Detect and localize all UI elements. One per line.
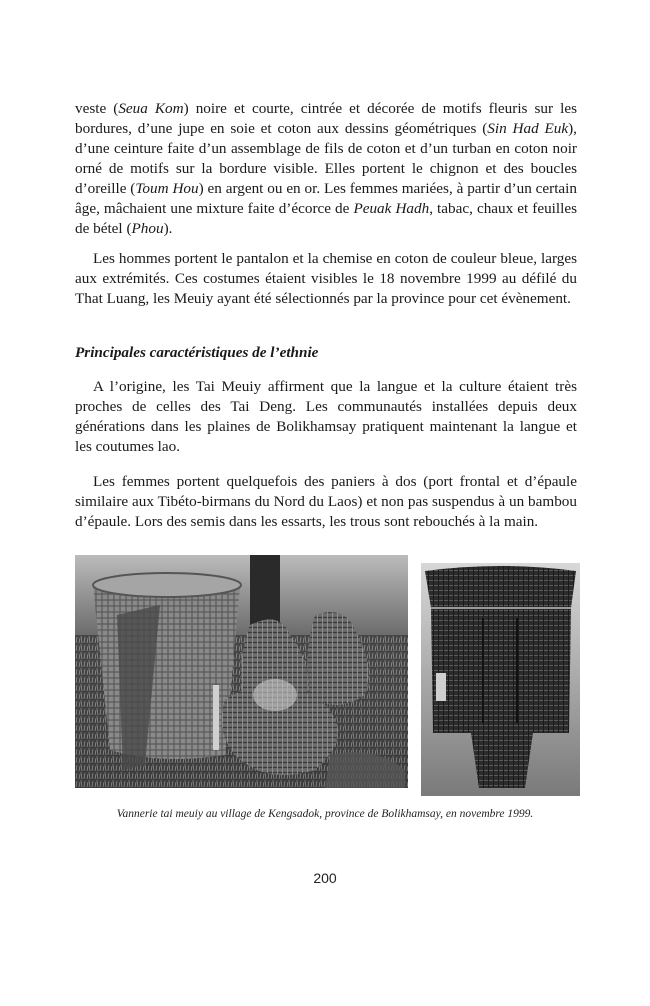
- italic-term: Peuak Hadh: [353, 200, 430, 217]
- section-heading: Principales caractéristiques de l’ethnie: [75, 344, 319, 361]
- text-run: ) noire et courte, cintrée et décorée de motifs fleuris sur les bordures, d’une jupe en soie et coton aux dessins géométriques (: [75, 100, 577, 137]
- paragraph-costume-women: [75, 99, 577, 239]
- italic-term: Toum Hou: [135, 180, 199, 197]
- text-run: ) en argent ou en or. Les femmes mariées, à partir d’un certain âge, mâchaient une mixture faite d’écorce de: [75, 180, 577, 217]
- figure-caption: Vannerie tai meuiy au village de Kengsadok, province de Bolikhamsay, en novembre 1999.: [116, 808, 534, 820]
- text-run: ), d’une ceinture faite d’un assemblage de fils de coton et d’un turban en coton noir orné de motifs sur la bordure visible. Elles portent le chignon et des boucles d’oreille (: [75, 120, 577, 197]
- paragraph-baskets: Les femmes portent quelquefois des paniers à dos (port frontal et d’épaule similaire aux Tibéto-birmans du Nord du Laos) et non pas suspendus à un bambou d’épaule. Lors des semis dans les essarts, les trous sont rebouchés à la main.: [75, 473, 577, 530]
- paragraph-origins: A l’origine, les Tai Meuiy affirment que la langue et la culture étaient très proches de celles des Tai Deng. Les communautés installées depuis deux générations dans les plaines de Bolikhamsay pratiquent maintenant la langue et les coutumes lao.: [75, 378, 577, 455]
- italic-term: Sin Had Euk: [487, 120, 569, 137]
- italic-term: Seua Kom: [118, 100, 184, 117]
- photo-baskets-traps: [75, 555, 408, 788]
- paragraph-costume-men: Les hommes portent le pantalon et la chemise en coton de couleur bleue, larges aux extrémités. Ces costumes étaient visibles le 18 novembre 1999 au défilé du That Luang, les Meuiy ayant été sélectionnés par la province pour cet évènement.: [75, 250, 577, 307]
- text-run: , tabac, chaux et feuilles de bétel (: [75, 200, 577, 237]
- photo-back-basket: [421, 563, 580, 796]
- text-run: ).: [163, 220, 173, 237]
- page-number: 200: [313, 870, 337, 886]
- text-run: veste (: [75, 100, 119, 117]
- italic-term: Phou: [131, 220, 164, 237]
